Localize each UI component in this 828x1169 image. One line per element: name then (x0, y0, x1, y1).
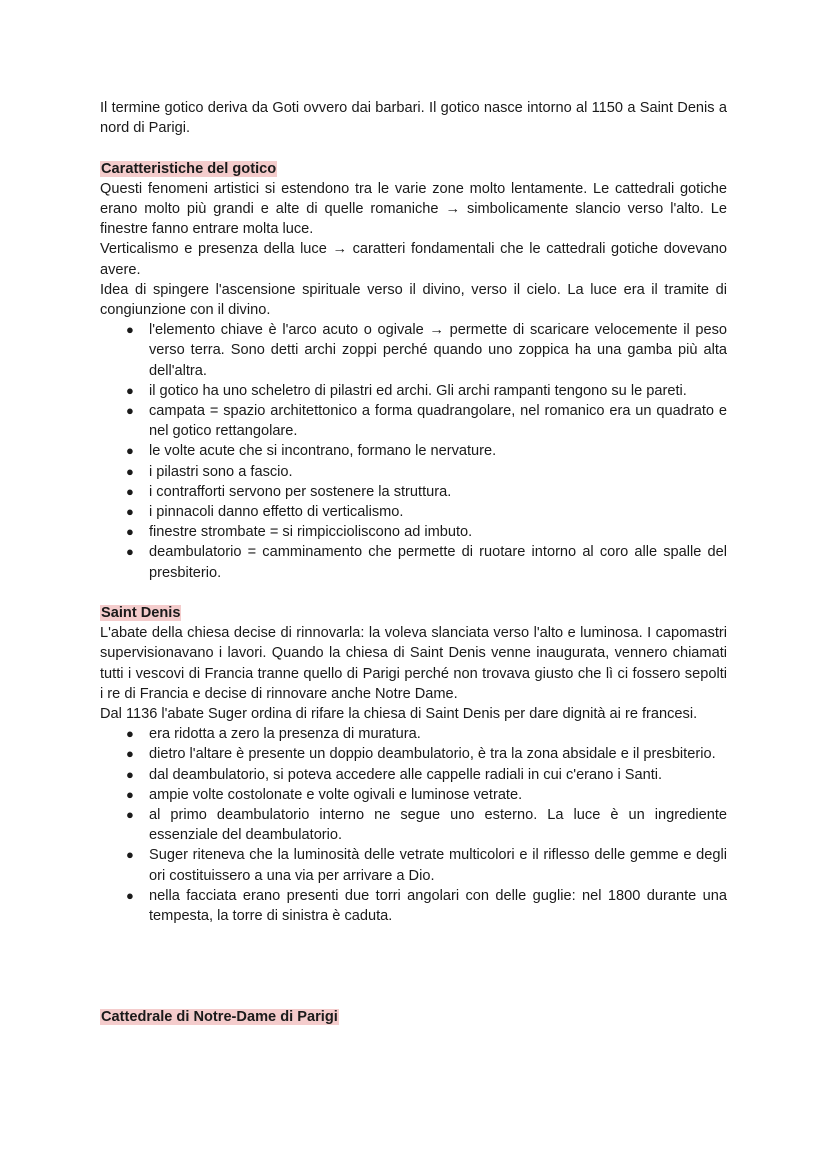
bullet-icon: ● (126, 786, 134, 802)
bullet-icon: ● (126, 504, 134, 520)
notre-dame-heading (100, 1007, 727, 1027)
bullet-list (100, 320, 727, 583)
list-item: ● dietro l'altare è presente un doppio deambulatorio, è tra la zona absidale e il presbiterio. (100, 744, 727, 764)
bullet-icon: ● (126, 726, 134, 742)
bullet-icon: ● (126, 746, 134, 762)
section-heading-text: Saint Denis (101, 605, 181, 622)
list-item: ● campata = spazio architettonico a forma quadrangolare, nel romanico era un quadrato e nel gotico rettangolare. (126, 403, 727, 440)
section-paragraph: Verticalismo e presenza della luce → caratteri fondamentali che le cattedrali gotiche dovevano avere. (100, 241, 727, 278)
intro-paragraph: Il termine gotico deriva da Goti ovvero dai barbari. Il gotico nasce intorno al 1150 a Saint Denis a nord di Parigi. (100, 100, 727, 137)
list-item: ● l'elemento chiave è l'arco acuto o ogivale → permette di scaricare velocemente il peso verso terra. Sono detti archi zoppi perché quando uno zoppica ha una gamba più alta dell'altra. (126, 322, 727, 379)
section-heading-text: Caratteristiche del gotico (101, 160, 277, 177)
bullet-icon: ● (126, 887, 134, 903)
list-item: ● i pinnacoli danno effetto di verticalismo. (100, 502, 727, 522)
bullet-list (100, 724, 727, 926)
notre-dame-heading-text: Cattedrale di Notre-Dame di Parigi (101, 1009, 338, 1026)
list-item: ● al primo deambulatorio interno ne segue uno esterno. La luce è un ingrediente essenziale del deambulatorio. (126, 807, 727, 844)
list-item: ● era ridotta a zero la presenza di muratura. (100, 724, 727, 744)
bullet-icon: ● (126, 544, 134, 560)
bullet-icon: ● (126, 483, 134, 499)
section-caratteristiche (100, 159, 727, 583)
section-saint-denis (100, 603, 727, 926)
list-item: ● il gotico ha uno scheletro di pilastri ed archi. Gli archi rampanti tengono su le pareti. (100, 381, 727, 401)
bullet-icon: ● (126, 403, 134, 419)
bullet-icon: ● (126, 524, 134, 540)
list-item: ● dal deambulatorio, si poteva accedere alle cappelle radiali in cui c'erano i Santi. (100, 765, 727, 785)
section-heading (100, 603, 727, 623)
section-paragraph: Idea di spingere l'ascensione spirituale verso il divino, verso il cielo. La luce era il tramite di congiunzione con il divino. (100, 281, 727, 319)
spacer (100, 583, 727, 603)
spacer (100, 138, 727, 158)
section-paragraph: Dal 1136 l'abate Suger ordina di rifare la chiesa di Saint Denis per dare dignità ai re francesi. (100, 706, 698, 723)
bullet-icon: ● (126, 382, 134, 398)
bullet-icon: ● (126, 322, 134, 338)
section-paragraph: L'abate della chiesa decise di rinnovarla: la voleva slanciata verso l'alto e luminosa. I capomastri supervisionavano i lavori. Quando la chiesa di Saint Denis venne inaugurata, vennero chiamati tutti i vescovi di Francia tranne quello di Parigi perché non trovava giusto che lì ci fossero sepolti i re di Francia e decise di rinnovare anche Notre Dame. (100, 625, 727, 702)
bullet-icon: ● (126, 807, 134, 823)
list-item: ● i pilastri sono a fascio. (100, 462, 727, 482)
section-heading (100, 159, 727, 179)
list-item: ● nella facciata erano presenti due torri angolari con delle guglie: nel 1800 durante una tempesta, la torre di sinistra è caduta. (126, 887, 727, 925)
list-item: ● le volte acute che si incontrano, formano le nervature. (100, 441, 727, 461)
list-item: ● deambulatorio = camminamento che permette di ruotare intorno al coro alle spalle del presbiterio. (126, 544, 727, 581)
spacer (100, 926, 727, 1007)
list-item: ● Suger riteneva che la luminosità delle vetrate multicolori e il riflesso delle gemme e degli ori costituissero a una via per arrivare a Dio. (126, 847, 727, 884)
section-paragraph: Questi fenomeni artistici si estendono tra le varie zone molto lentamente. Le cattedrali gotiche erano molto più grandi e alte di quelle romaniche → simbolicamente slancio verso l'alto. Le finestre fanno entrare molta luce. (100, 180, 727, 238)
list-item: ● finestre strombate = si rimpiccioliscono ad imbuto. (100, 522, 727, 542)
list-item: ● ampie volte costolonate e volte ogivali e luminose vetrate. (100, 785, 727, 805)
list-item: ● i contrafforti servono per sostenere la struttura. (100, 482, 727, 502)
bullet-icon: ● (126, 766, 134, 782)
bullet-icon: ● (126, 847, 134, 863)
bullet-icon: ● (126, 443, 134, 459)
bullet-icon: ● (126, 463, 134, 479)
